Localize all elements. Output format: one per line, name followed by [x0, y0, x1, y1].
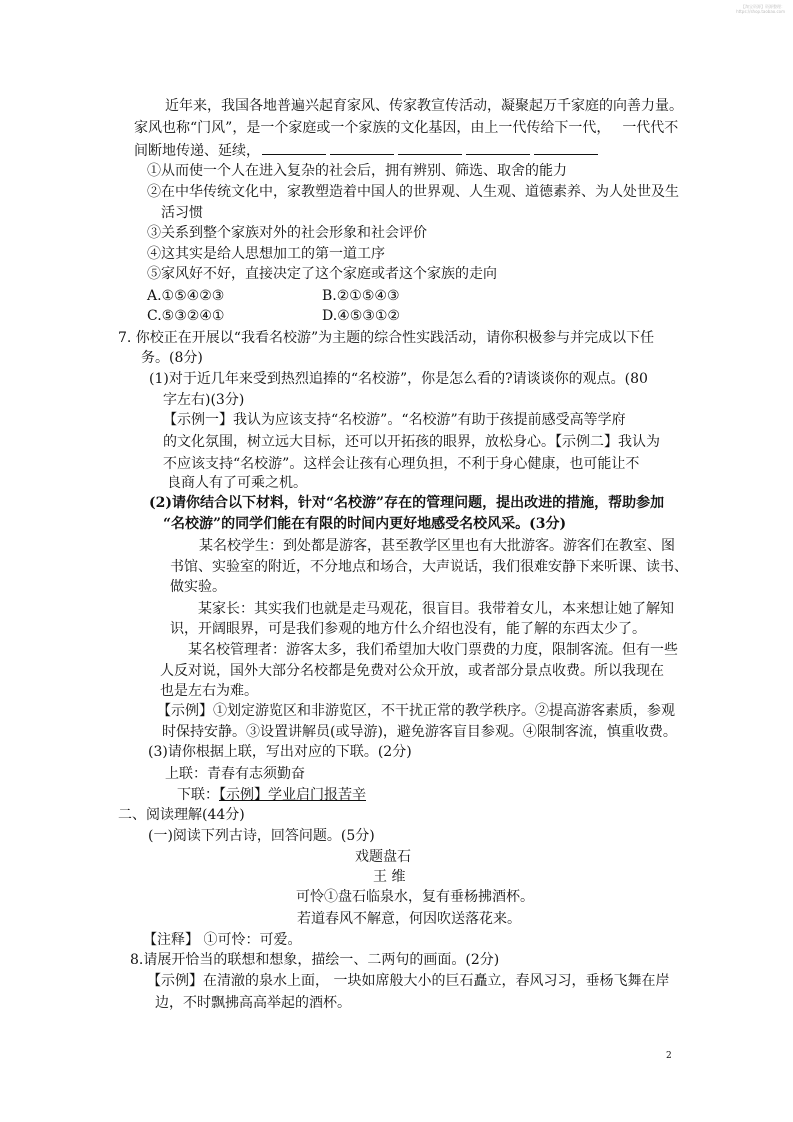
q6-item-3: ③关系到整个家族对外的社会形象和社会评价	[147, 225, 427, 241]
q6-item-1: ①从而使一个人在进入复杂的社会后，拥有辨别、筛选、取舍的能力	[147, 163, 567, 179]
answer-blank-2[interactable]	[330, 141, 394, 155]
q6-intro-line3	[134, 141, 600, 160]
answer-blank-4[interactable]	[466, 141, 530, 155]
poem-line2: 若道春风不解意，何因吹送落花来。	[297, 911, 521, 927]
q7-part1-line1: (1)对于近几年来受到热烈追捧的“名校游”，你是怎么看的?请谈谈你的观点。(80	[149, 371, 648, 387]
q6-item-5: ⑤家风好不好，直接决定了这个家庭或者这个家族的走向	[147, 266, 497, 282]
q7-answer1-line4: 良商人有了可乘之机。	[167, 475, 307, 491]
couplet-lower	[177, 786, 366, 804]
answer-blank-5[interactable]	[534, 141, 598, 155]
q6-intro-line2	[134, 119, 678, 137]
page-number: 2	[666, 1051, 672, 1061]
couplet-lower-answer: 【示例】学业启门报苦辛	[219, 787, 366, 803]
q7-part1-line2: 字左右)(3分)	[163, 392, 245, 408]
poem-line1: 可怜①盘石临泉水，复有垂杨拂酒杯。	[296, 889, 534, 905]
material-manager-line2: 人反对说，国外大部分名校都是免费对公众开放，或者部分景点收费。所以我现在	[160, 663, 664, 679]
q7-stem-line1: 7. 你校正在开展以“我看名校游”为主题的综合性实践活动，请你积极参与并完成以下任	[118, 330, 655, 346]
couplet-lower-label: 下联：	[177, 787, 219, 803]
material-parent-line2: 识，开阔眼界，可是我们参观的地方什么介绍也没有，能了解的东西太少了。	[170, 621, 646, 637]
material-manager-line1: 某名校管理者：游客太多，我们希望加大收门票费的力度，限制客流。但有一些	[188, 642, 678, 658]
material-student-line1: 某名校学生：到处都是游客，甚至教学区里也有大批游客。游客们在教室、图	[199, 538, 675, 554]
q7-answer1-line3: 不应该支持“名校游”。这样会让孩有心理负担，不利于身心健康，也可能让不	[163, 456, 640, 472]
q8-answer-line2: 边，不时飘拂高高举起的酒杯。	[155, 995, 351, 1011]
watermark-line1: 【淘宝资源】资源整理：	[741, 4, 785, 9]
q6-item-2: ②在中华传统文化中，家教塑造着中国人的世界观、人生观、道德素养、为人处世及生	[147, 184, 679, 200]
couplet-upper: 上联：青春有志须勤奋	[165, 766, 305, 782]
q6-item-2-cont: 活习惯	[161, 205, 203, 221]
poem-title: 戏题盘石	[355, 849, 411, 865]
q7-answer1-line1: 【示例一】我认为应该支持“名校游”。“名校游”有助于孩提前感受高等学府	[163, 412, 626, 428]
q7-stem-line2: 务。(8分)	[141, 350, 203, 366]
material-manager-line3: 也是左右为难。	[160, 683, 258, 699]
poem-note: 【注释】 ①可怜：可爱。	[143, 932, 302, 948]
q6-item-4: ④这其实是给人思想加工的第一道工序	[147, 246, 385, 262]
q6-option-c[interactable]: C.⑤③②④①	[147, 308, 225, 324]
q7-part2-line1: (2)请你结合以下材料，针对“名校游”存在的管理问题，提出改进的措施，帮助参加	[149, 495, 665, 511]
q7-answer2-line2: 时保持安静。③设置讲解员(或导游)，避免游客盲目参观。④限制客流，慎重收费。	[162, 724, 677, 740]
q7-answer1-line2: 的文化氛围，树立远大目标，还可以开拓孩的眼界，放松身心。【示例二】我认为	[163, 434, 660, 450]
section2-sub1: (一)阅读下列古诗，回答问题。(5分)	[148, 828, 375, 844]
q6-intro-line2a: 家风也称“门风”，是一个家庭或一个家族的文化基因，由上一代传给下一代，	[134, 120, 611, 136]
q8-stem: 8.请展开恰当的联想和想象，描绘一、二两句的画面。(2分)	[130, 952, 500, 968]
watermark	[736, 4, 785, 14]
q6-intro-line1: 近年来，我国各地普遍兴起育家风、传家教宣传活动，凝聚起万千家庭的向善力量。	[165, 98, 683, 114]
q7-part2-line2: “名校游”的同学们能在有限的时间内更好地感受名校风采。(3分)	[163, 516, 567, 532]
section2-title: 二、阅读理解(44分)	[118, 807, 245, 823]
answer-blank-1[interactable]	[262, 141, 326, 155]
q6-option-b[interactable]: B.②①⑤④③	[322, 288, 400, 304]
q7-answer2-line1: 【示例】①划定游览区和非游览区，不干扰正常的教学秩序。②提高游客素质，参观	[157, 703, 675, 719]
poem-author: 王 维	[373, 869, 406, 885]
q6-option-a[interactable]: A.①⑤④②③	[147, 288, 225, 304]
material-student-line3: 做实验。	[170, 579, 226, 595]
q6-option-d[interactable]: D.④⑤③①②	[322, 308, 400, 324]
material-student-line2: 书馆、实验室的附近，不分地点和场合，大声说话，我们很难安静下来听课、读书、	[170, 559, 688, 575]
q7-part3: (3)请你根据上联，写出对应的下联。(2分)	[148, 744, 412, 760]
q8-answer-line1: 【示例】在清澈的泉水上面， 一块如席般大小的巨石矗立，春风习习，垂杨飞舞在岸	[147, 973, 670, 989]
q6-intro-line2b: 一代代不	[622, 120, 679, 136]
answer-blank-3[interactable]	[398, 141, 462, 155]
material-parent-line1: 某家长：其实我们也就是走马观花，很盲目。我带着女儿，本来想让她了解知	[198, 601, 674, 617]
watermark-line2: https://shop.taobao.com	[736, 9, 785, 14]
q6-intro-line3-text: 间断地传递、延续，	[134, 143, 260, 159]
